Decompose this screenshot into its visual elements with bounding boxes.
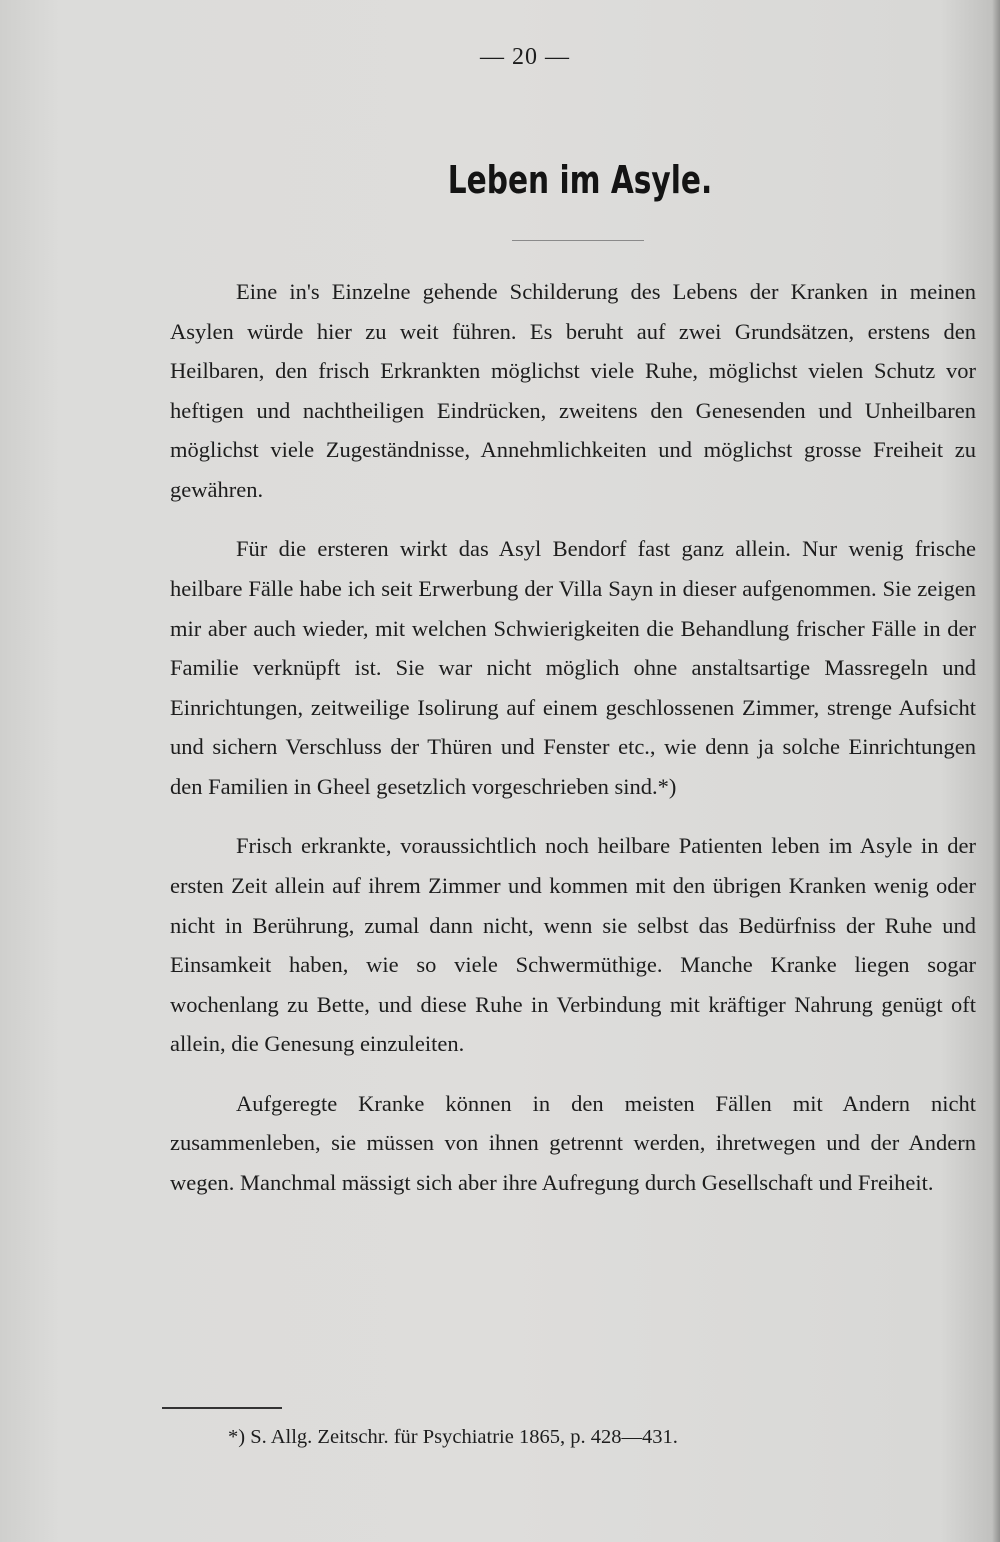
- paragraph-2: Für die ersteren wirkt das Asyl Bendorf fast ganz allein. Nur wenig frische heilbare Fälle habe ich seit Erwerbung der Villa Sayn in dieser aufgenommen. Sie zeigen mir aber auch wieder, mit welchen Schwierigkeiten die Behandlung frischer Fälle in der Familie verknüpft ist. Sie war nicht möglich ohne anstaltsartige Massregeln und Einrichtungen, zeitweilige Isolirung auf einem geschlossenen Zimmer, strenge Aufsicht und sichern Verschluss der Thüren und Fenster etc., wie denn ja solche Einrichtungen den Familien in Gheel gesetzlich vorgeschrieben sind.*): [170, 536, 976, 799]
- page-number: — 20 —: [480, 44, 570, 70]
- paragraph-4: Aufgeregte Kranke können in den meisten Fällen mit Andern nicht zusammenleben, sie müssen von ihnen getrennt werden, ihretwegen und der Andern wegen. Manchmal mässigt sich aber ihre Aufregung durch Gesellschaft und Freiheit.: [170, 1090, 976, 1195]
- page-edge-shadow: [992, 0, 1000, 1542]
- footnote-divider: [162, 1407, 282, 1409]
- body-text: [170, 272, 976, 1202]
- title-divider: [512, 240, 644, 241]
- paragraph-3: Frisch erkrankte, voraussichtlich noch heilbare Patienten leben im Asyle in der ersten Zeit allein auf ihrem Zimmer und kommen mit den übrigen Kranken wenig oder nicht in Berührung, zumal dann nicht, wenn sie selbst das Bedürfniss der Ruhe und Einsamkeit haben, wie so viele Schwermüthige. Manche Kranke liegen sogar wochenlang zu Bette, und diese Ruhe in Verbindung mit kräftiger Nahrung genügt oft allein, die Genesung einzuleiten.: [170, 833, 976, 1057]
- footnote: *) S. Allg. Zeitschr. für Psychiatrie 1865, p. 428—431.: [228, 1426, 678, 1448]
- chapter-title: Leben im Asyle.: [447, 158, 713, 202]
- paragraph-1: Eine in's Einzelne gehende Schilderung des Lebens der Kranken in meinen Asylen würde hier zu weit führen. Es beruht auf zwei Grundsätzen, erstens den Heilbaren, den frisch Erkrankten möglichst viele Ruhe, möglichst vielen Schutz vor heftigen und nachtheiligen Eindrücken, zweitens den Genesenden und Unheilbaren möglichst viele Zugeständnisse, Annehmlichkeiten und möglichst grosse Freiheit zu gewähren.: [170, 279, 976, 502]
